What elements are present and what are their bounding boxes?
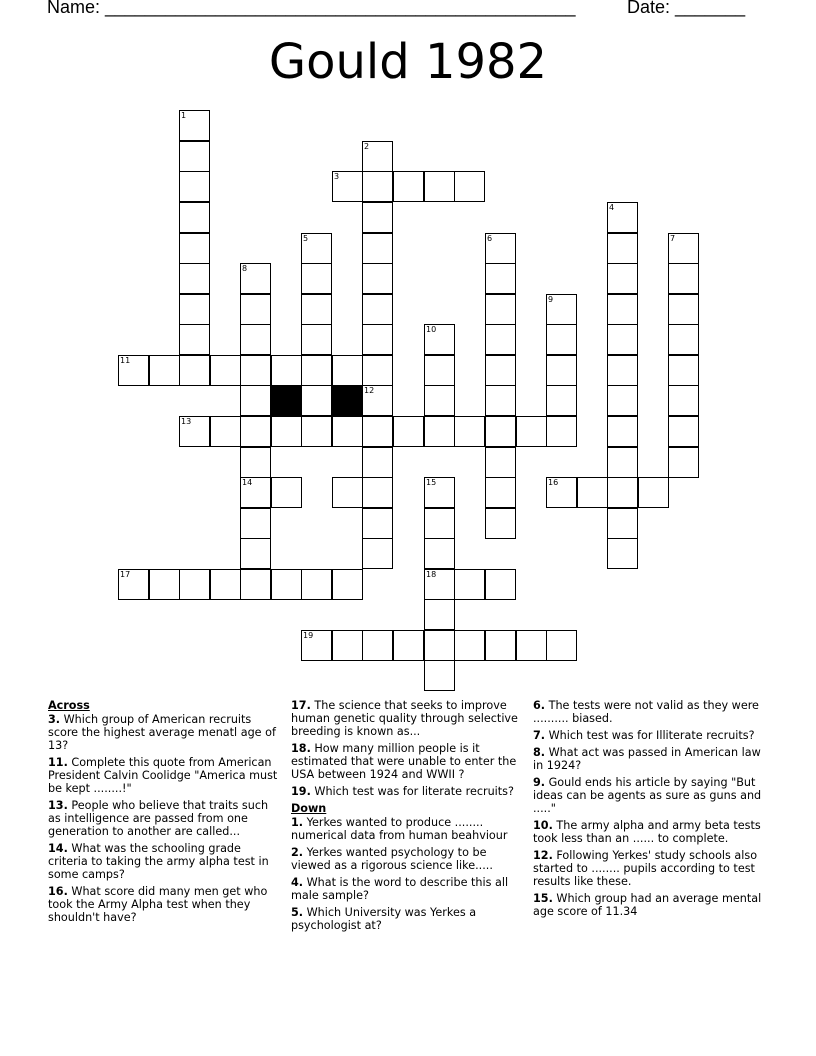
grid-cell[interactable] <box>607 324 638 355</box>
grid-cell[interactable] <box>668 447 699 478</box>
grid-cell[interactable] <box>362 233 393 264</box>
grid-cell[interactable] <box>424 385 455 416</box>
clue-number: 5 <box>303 234 309 243</box>
grid-cell[interactable] <box>668 263 699 294</box>
clue-number: 14 <box>242 478 253 487</box>
grid-cell[interactable] <box>240 294 271 325</box>
grid-cell[interactable] <box>362 355 393 386</box>
clue-across-11: 11. Complete this quote from American President Calvin Coolidge "America must be kept ........!" <box>48 756 278 795</box>
clue-down-12: 12. Following Yerkes' study schools also started to ........ pupils according to test results like these. <box>533 849 758 888</box>
grid-cell[interactable] <box>485 569 516 600</box>
clues-column-2 <box>291 699 527 936</box>
grid-cell[interactable] <box>149 569 180 600</box>
clues-column-3 <box>533 699 769 922</box>
grid-cell[interactable] <box>516 416 547 447</box>
grid-cell-11[interactable] <box>118 355 149 386</box>
grid-cell-8[interactable] <box>240 263 271 294</box>
clue-number: 11 <box>120 356 131 365</box>
clue-down-15: 15. Which group had an average mental age score of 11.34 <box>533 892 762 918</box>
clue-across-3: 3. Which group of American recruits score the highest average menatl age of 13? <box>48 713 276 752</box>
clue-number: 10 <box>426 325 437 334</box>
grid-cell[interactable] <box>485 416 516 447</box>
grid-cell[interactable] <box>179 324 210 355</box>
grid-cell[interactable] <box>301 324 332 355</box>
grid-cell[interactable] <box>668 355 699 386</box>
grid-cell[interactable] <box>546 630 577 661</box>
clue-across-13: 13. People who believe that traits such as intelligence are passed from one generation to another are called... <box>48 799 269 838</box>
grid-cell[interactable] <box>638 477 669 508</box>
grid-cell[interactable] <box>485 263 516 294</box>
grid-cell[interactable] <box>607 233 638 264</box>
grid-cell[interactable] <box>271 569 302 600</box>
grid-cell[interactable] <box>393 416 424 447</box>
grid-cell[interactable] <box>454 630 485 661</box>
down-heading: Down <box>291 802 327 815</box>
grid-cell[interactable] <box>668 385 699 416</box>
grid-cell[interactable] <box>424 416 455 447</box>
grid-cell[interactable] <box>607 416 638 447</box>
grid-cell[interactable] <box>240 447 271 478</box>
grid-cell-5[interactable] <box>301 233 332 264</box>
clue-number: 18 <box>426 570 437 579</box>
clue-down-4: 4. What is the word to describe this all male sample? <box>291 876 509 902</box>
grid-cell[interactable] <box>362 508 393 539</box>
clues-column-1 <box>48 699 284 928</box>
grid-cell[interactable] <box>607 263 638 294</box>
clue-across-19: 19. Which test was for literate recruits? <box>291 785 514 798</box>
grid-cell[interactable] <box>149 355 180 386</box>
grid-cell[interactable] <box>485 324 516 355</box>
grid-cell[interactable] <box>485 447 516 478</box>
grid-cell-9[interactable] <box>546 294 577 325</box>
clue-number: 4 <box>609 203 615 212</box>
grid-cell[interactable] <box>454 171 485 202</box>
grid-cell-12[interactable] <box>362 385 393 416</box>
clue-number: 17 <box>120 570 131 579</box>
clue-number: 3 <box>334 172 340 181</box>
clue-across-14: 14. What was the schooling grade criteria to taking the army alpha test in some camps? <box>48 842 269 881</box>
date-field-line: Date: _______ <box>627 0 746 17</box>
grid-cell[interactable] <box>516 630 547 661</box>
grid-cell[interactable] <box>332 477 363 508</box>
clue-across-16: 16. What score did many men get who took the Army Alpha test when they shouldn't have? <box>48 885 268 924</box>
grid-cell[interactable] <box>240 538 271 569</box>
grid-cell-18[interactable] <box>424 569 455 600</box>
grid-cell[interactable] <box>546 385 577 416</box>
grid-cell-15[interactable] <box>424 477 455 508</box>
clue-down-9: 9. Gould ends his article by saying "But ideas can be agents as sure as guns and ....." <box>533 776 762 815</box>
grid-cell-16[interactable] <box>546 477 577 508</box>
grid-cell[interactable] <box>301 263 332 294</box>
grid-cell[interactable] <box>240 508 271 539</box>
grid-cell-10[interactable] <box>424 324 455 355</box>
clue-down-8: 8. What act was passed in American law in 1924? <box>533 746 761 772</box>
grid-cell-13[interactable] <box>179 416 210 447</box>
clue-down-7: 7. Which test was for Illiterate recruits? <box>533 729 755 742</box>
clue-number: 6 <box>487 234 493 243</box>
grid-cell[interactable] <box>362 202 393 233</box>
grid-cell[interactable] <box>485 630 516 661</box>
grid-cell[interactable] <box>607 355 638 386</box>
grid-cell[interactable] <box>271 416 302 447</box>
clue-number: 19 <box>303 631 314 640</box>
grid-cell[interactable] <box>393 171 424 202</box>
grid-cell[interactable] <box>179 171 210 202</box>
grid-cell[interactable] <box>210 355 241 386</box>
grid-cell[interactable] <box>332 355 363 386</box>
grid-cell[interactable] <box>668 416 699 447</box>
grid-cell[interactable] <box>179 141 210 172</box>
grid-cell[interactable] <box>240 355 271 386</box>
grid-cell[interactable] <box>485 294 516 325</box>
grid-cell[interactable] <box>362 630 393 661</box>
clue-number: 13 <box>181 417 192 426</box>
grid-cell[interactable] <box>485 508 516 539</box>
grid-cell[interactable] <box>577 477 608 508</box>
clue-down-10: 10. The army alpha and army beta tests took less than an ...... to complete. <box>533 819 761 845</box>
grid-cell[interactable] <box>332 569 363 600</box>
grid-cell[interactable] <box>607 477 638 508</box>
across-heading: Across <box>48 699 90 712</box>
grid-cell[interactable] <box>607 447 638 478</box>
clue-down-5: 5. Which University was Yerkes a psychologist at? <box>291 906 477 932</box>
grid-cell[interactable] <box>179 263 210 294</box>
grid-cell-17[interactable] <box>118 569 149 600</box>
grid-cell-14[interactable] <box>240 477 271 508</box>
grid-cell[interactable] <box>301 294 332 325</box>
grid-cell-7[interactable] <box>668 233 699 264</box>
clue-down-2: 2. Yerkes wanted psychology to be viewed as a rigorous science like..... <box>291 846 493 872</box>
grid-cell[interactable] <box>362 416 393 447</box>
grid-cell-black <box>271 385 302 416</box>
clue-down-6: 6. The tests were not valid as they were .......... biased. <box>533 699 759 725</box>
grid-cell[interactable] <box>362 294 393 325</box>
grid-cell-1[interactable] <box>179 110 210 141</box>
grid-cell[interactable] <box>301 385 332 416</box>
grid-cell[interactable] <box>362 477 393 508</box>
grid-cell[interactable] <box>240 324 271 355</box>
grid-cell[interactable] <box>485 477 516 508</box>
grid-cell[interactable] <box>271 355 302 386</box>
grid-cell[interactable] <box>240 385 271 416</box>
grid-cell[interactable] <box>271 477 302 508</box>
grid-cell[interactable] <box>362 171 393 202</box>
grid-cell[interactable] <box>607 538 638 569</box>
grid-cell[interactable] <box>362 447 393 478</box>
grid-cell-4[interactable] <box>607 202 638 233</box>
grid-cell[interactable] <box>240 416 271 447</box>
grid-cell[interactable] <box>362 538 393 569</box>
clue-number: 15 <box>426 478 437 487</box>
grid-cell[interactable] <box>179 202 210 233</box>
grid-cell[interactable] <box>485 355 516 386</box>
clue-number: 7 <box>670 234 676 243</box>
grid-cell[interactable] <box>668 294 699 325</box>
page-title: Gould 1982 <box>268 34 548 90</box>
clue-number: 9 <box>548 295 554 304</box>
grid-cell[interactable] <box>546 324 577 355</box>
clue-number: 2 <box>364 142 370 151</box>
grid-cell[interactable] <box>485 385 516 416</box>
grid-cell[interactable] <box>301 355 332 386</box>
grid-cell[interactable] <box>332 416 363 447</box>
clue-down-1: 1. Yerkes wanted to produce ........ numerical data from human beahviour <box>291 816 508 842</box>
clue-number: 8 <box>242 264 248 273</box>
grid-cell[interactable] <box>301 416 332 447</box>
grid-cell[interactable] <box>546 355 577 386</box>
grid-cell-black <box>332 385 363 416</box>
grid-cell[interactable] <box>424 355 455 386</box>
name-field-line: Name: _______________________________________________ <box>47 0 576 17</box>
clue-number: 16 <box>548 478 559 487</box>
grid-cell[interactable] <box>424 630 455 661</box>
grid-cell[interactable] <box>179 569 210 600</box>
clue-number: 1 <box>181 111 187 120</box>
clue-number: 12 <box>364 386 375 395</box>
grid-cell[interactable] <box>546 416 577 447</box>
grid-cell[interactable] <box>393 630 424 661</box>
grid-cell[interactable] <box>424 660 455 691</box>
grid-cell[interactable] <box>301 569 332 600</box>
grid-cell[interactable] <box>179 355 210 386</box>
grid-cell[interactable] <box>424 171 455 202</box>
grid-cell-19[interactable] <box>301 630 332 661</box>
grid-cell[interactable] <box>424 508 455 539</box>
grid-cell[interactable] <box>362 263 393 294</box>
clue-across-17: 17. The science that seeks to improve human genetic quality through selective breeding is known as... <box>291 699 518 738</box>
grid-cell[interactable] <box>210 416 241 447</box>
grid-cell[interactable] <box>454 416 485 447</box>
grid-cell[interactable] <box>454 569 485 600</box>
grid-cell[interactable] <box>607 294 638 325</box>
grid-cell[interactable] <box>607 385 638 416</box>
grid-cell[interactable] <box>668 324 699 355</box>
grid-cell-2[interactable] <box>362 141 393 172</box>
grid-cell[interactable] <box>179 294 210 325</box>
clue-across-18: 18. How many million people is it estimated that were unable to enter the USA between 1924 and WWII ? <box>291 742 517 781</box>
grid-cell[interactable] <box>424 599 455 630</box>
grid-cell[interactable] <box>179 233 210 264</box>
grid-cell-3[interactable] <box>332 171 363 202</box>
grid-cell[interactable] <box>332 630 363 661</box>
grid-cell-6[interactable] <box>485 233 516 264</box>
grid-cell[interactable] <box>240 569 271 600</box>
grid-cell[interactable] <box>607 508 638 539</box>
grid-cell[interactable] <box>424 538 455 569</box>
grid-cell[interactable] <box>210 569 241 600</box>
grid-cell[interactable] <box>362 324 393 355</box>
